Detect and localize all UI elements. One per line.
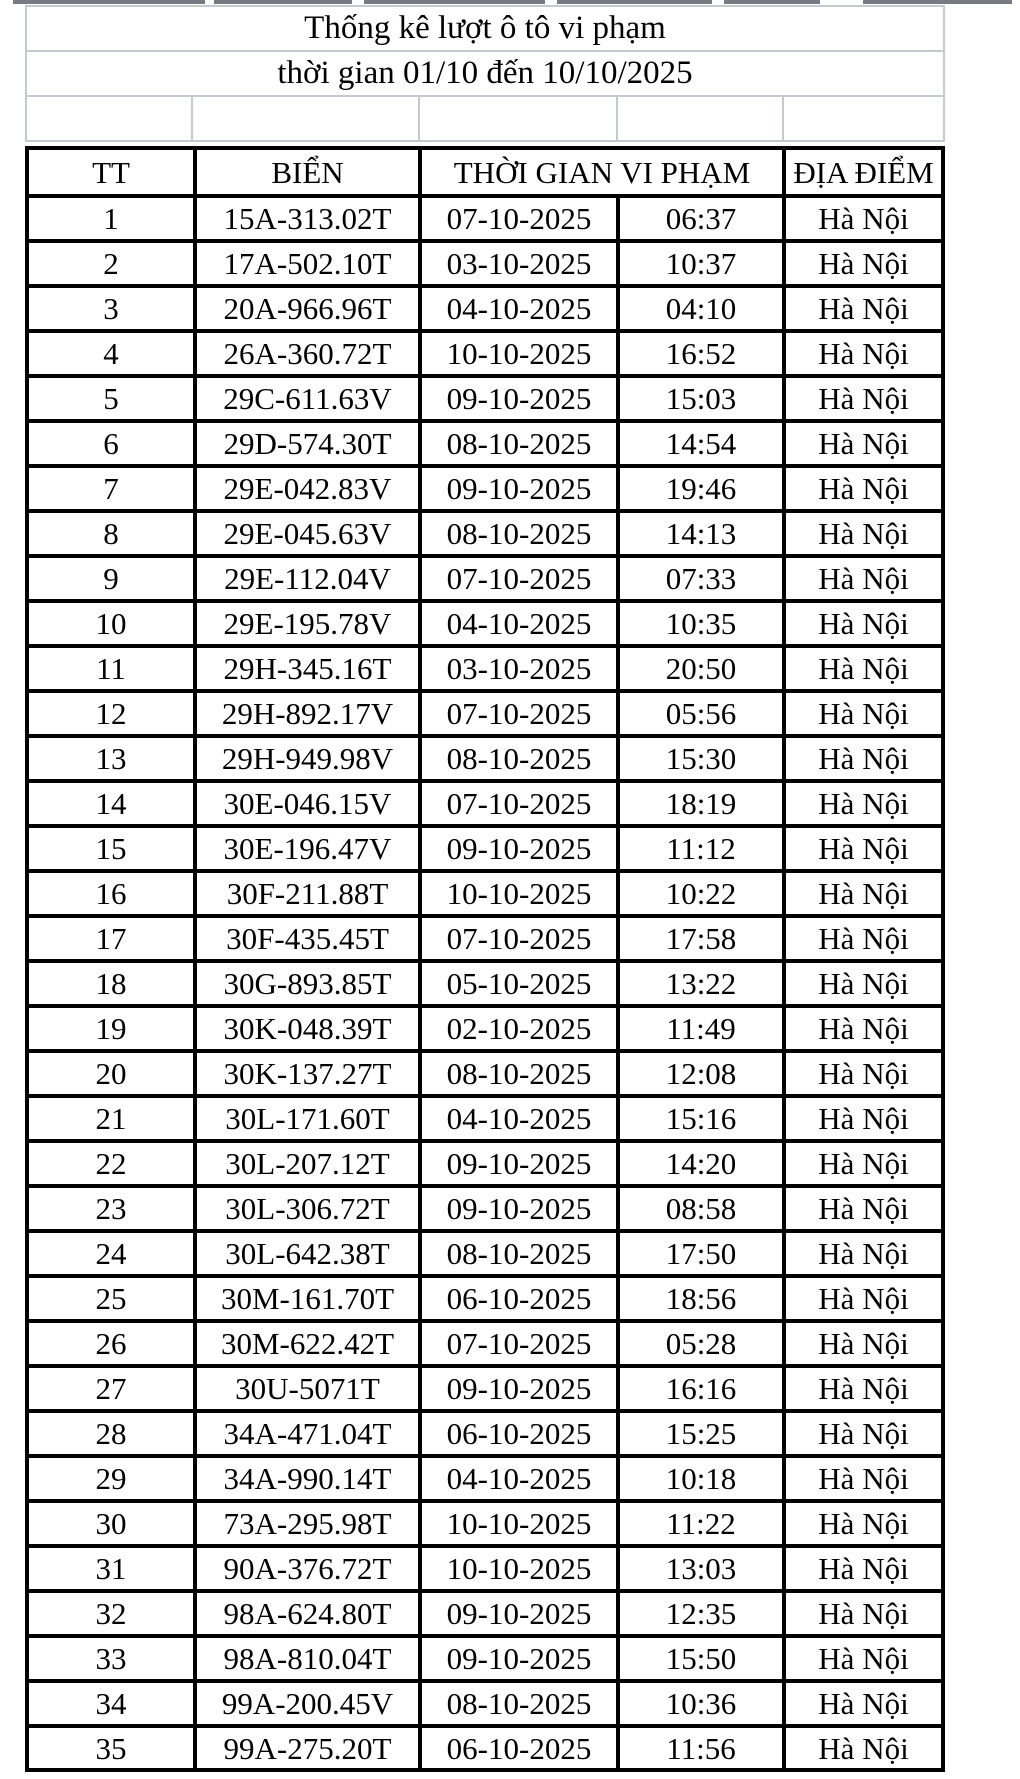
title-block	[25, 5, 945, 142]
cell-location: Hà Nội	[782, 1233, 941, 1274]
cell-tt: 15	[95, 831, 127, 866]
cell-time: 15:03	[616, 378, 782, 419]
cell-date: 09-10-2025	[418, 468, 616, 509]
cell-plate: 99A-275.20T	[193, 1728, 418, 1769]
cell-time: 10:35	[616, 603, 782, 644]
cell-plate: 17A-502.10T	[193, 243, 418, 284]
cell-time: 13:22	[616, 963, 782, 1004]
cell-tt: 13	[95, 741, 127, 776]
cell-time: 16:52	[616, 333, 782, 374]
top-edge-strip-segment	[364, 0, 545, 4]
table-row	[29, 1499, 941, 1544]
table-row	[29, 1634, 941, 1679]
cell-location: Hà Nội	[782, 1323, 941, 1364]
cell-time: 17:50	[616, 1233, 782, 1274]
cell-plate: 29E-112.04V	[193, 558, 418, 599]
cell-location: Hà Nội	[782, 378, 941, 419]
cell-location: Hà Nội	[782, 243, 941, 284]
cell-date: 09-10-2025	[418, 1593, 616, 1634]
cell-plate: 30E-196.47V	[193, 828, 418, 869]
table-row	[29, 1094, 941, 1139]
cell-time: 19:46	[616, 468, 782, 509]
cell-location: Hà Nội	[782, 828, 941, 869]
cell-time: 08:58	[616, 1188, 782, 1229]
cell-time: 11:22	[616, 1503, 782, 1544]
cell-location: Hà Nội	[782, 1638, 941, 1679]
table-body	[29, 194, 941, 1769]
cell-location: Hà Nội	[782, 918, 941, 959]
cell-date: 06-10-2025	[418, 1728, 616, 1769]
cell-location: Hà Nội	[782, 873, 941, 914]
cell-plate: 30K-048.39T	[193, 1008, 418, 1049]
cell-time: 12:08	[616, 1053, 782, 1094]
header-plate: BIỂN	[193, 150, 418, 194]
cell-time: 06:37	[616, 198, 782, 239]
cell-time: 13:03	[616, 1548, 782, 1589]
table-row	[29, 779, 941, 824]
cell-location: Hà Nội	[782, 1098, 941, 1139]
cell-time: 11:56	[616, 1728, 782, 1769]
cell-date: 09-10-2025	[418, 1143, 616, 1184]
cell-time: 14:54	[616, 423, 782, 464]
cell-tt: 7	[103, 471, 119, 506]
table-row	[29, 914, 941, 959]
cell-location: Hà Nội	[782, 783, 941, 824]
cell-date: 02-10-2025	[418, 1008, 616, 1049]
cell-date: 04-10-2025	[418, 288, 616, 329]
cell-location: Hà Nội	[782, 1143, 941, 1184]
cell-tt: 16	[95, 876, 127, 911]
cell-plate: 30M-622.42T	[193, 1323, 418, 1364]
cell-tt: 8	[103, 516, 119, 551]
cell-plate: 26A-360.72T	[193, 333, 418, 374]
cell-location: Hà Nội	[782, 963, 941, 1004]
cell-tt: 20	[95, 1056, 127, 1091]
cell-time: 18:19	[616, 783, 782, 824]
cell-plate: 30G-893.85T	[193, 963, 418, 1004]
cell-tt: 21	[95, 1101, 127, 1136]
cell-time: 07:33	[616, 558, 782, 599]
table-row	[29, 374, 941, 419]
table-row	[29, 464, 941, 509]
cell-date: 08-10-2025	[418, 1233, 616, 1274]
cell-time: 20:50	[616, 648, 782, 689]
cell-tt: 12	[95, 696, 127, 731]
cell-date: 06-10-2025	[418, 1413, 616, 1454]
cell-tt: 9	[103, 561, 119, 596]
cell-date: 09-10-2025	[418, 1188, 616, 1229]
cell-tt: 25	[95, 1281, 127, 1316]
cell-date: 07-10-2025	[418, 558, 616, 599]
table-row	[29, 689, 941, 734]
cell-plate: 98A-624.80T	[193, 1593, 418, 1634]
cell-time: 15:30	[616, 738, 782, 779]
cell-date: 09-10-2025	[418, 1638, 616, 1679]
cell-tt: 22	[95, 1146, 127, 1181]
cell-tt: 11	[96, 651, 126, 686]
cell-plate: 30L-171.60T	[193, 1098, 418, 1139]
cell-location: Hà Nội	[782, 1503, 941, 1544]
cell-time: 14:20	[616, 1143, 782, 1184]
table-row	[29, 734, 941, 779]
cell-date: 10-10-2025	[418, 333, 616, 374]
spacer-cell	[784, 97, 943, 140]
cell-time: 15:25	[616, 1413, 782, 1454]
cell-plate: 30U-5071T	[193, 1368, 418, 1409]
cell-time: 11:49	[616, 1008, 782, 1049]
cell-time: 16:16	[616, 1368, 782, 1409]
cell-tt: 18	[95, 966, 127, 1001]
table-header-row	[29, 150, 941, 194]
header-location: ĐỊA ĐIỂM	[782, 150, 941, 194]
cell-date: 10-10-2025	[418, 1503, 616, 1544]
header-tt: TT	[92, 154, 130, 190]
cell-location: Hà Nội	[782, 468, 941, 509]
cell-location: Hà Nội	[782, 693, 941, 734]
cell-time: 12:35	[616, 1593, 782, 1634]
cell-date: 06-10-2025	[418, 1278, 616, 1319]
cell-time: 14:13	[616, 513, 782, 554]
cell-plate: 30M-161.70T	[193, 1278, 418, 1319]
cell-date: 05-10-2025	[418, 963, 616, 1004]
cell-date: 08-10-2025	[418, 738, 616, 779]
cell-location: Hà Nội	[782, 1368, 941, 1409]
cell-plate: 29C-611.63V	[193, 378, 418, 419]
table-row	[29, 824, 941, 869]
top-edge-strip-segment	[557, 0, 712, 4]
cell-tt: 31	[95, 1551, 127, 1586]
table-row	[29, 1589, 941, 1634]
table-row	[29, 644, 941, 689]
table-row	[29, 239, 941, 284]
cell-date: 08-10-2025	[418, 513, 616, 554]
table-row	[29, 419, 941, 464]
cell-location: Hà Nội	[782, 1008, 941, 1049]
cell-plate: 30F-211.88T	[193, 873, 418, 914]
top-edge-strip-segment	[13, 0, 205, 4]
cell-tt: 1	[103, 201, 119, 236]
cell-date: 08-10-2025	[418, 423, 616, 464]
cell-plate: 73A-295.98T	[193, 1503, 418, 1544]
cell-plate: 90A-376.72T	[193, 1548, 418, 1589]
cell-tt: 24	[95, 1236, 127, 1271]
cell-date: 04-10-2025	[418, 1458, 616, 1499]
cell-tt: 10	[95, 606, 127, 641]
cell-location: Hà Nội	[782, 1458, 941, 1499]
table-row	[29, 1364, 941, 1409]
cell-date: 08-10-2025	[418, 1683, 616, 1724]
table-row	[29, 1049, 941, 1094]
cell-time: 15:16	[616, 1098, 782, 1139]
cell-time: 15:50	[616, 1638, 782, 1679]
spacer-cell	[193, 97, 420, 140]
header-violation-time: THỜI GIAN VI PHẠM	[418, 150, 782, 194]
cell-date: 04-10-2025	[418, 603, 616, 644]
cell-time: 10:36	[616, 1683, 782, 1724]
cell-tt: 34	[95, 1686, 127, 1721]
table-row	[29, 1454, 941, 1499]
cell-plate: 30L-642.38T	[193, 1233, 418, 1274]
table-row	[29, 1274, 941, 1319]
cell-time: 10:37	[616, 243, 782, 284]
top-edge-strip-segment	[863, 0, 1012, 4]
cell-location: Hà Nội	[782, 1548, 941, 1589]
table-row	[29, 1319, 941, 1364]
cell-location: Hà Nội	[782, 423, 941, 464]
cell-plate: 34A-990.14T	[193, 1458, 418, 1499]
cell-plate: 15A-313.02T	[193, 198, 418, 239]
cell-tt: 35	[95, 1731, 127, 1766]
top-edge-strip-segment	[724, 0, 820, 4]
table-row	[29, 509, 941, 554]
spacer-cell	[618, 97, 784, 140]
cell-date: 10-10-2025	[418, 1548, 616, 1589]
cell-date: 09-10-2025	[418, 828, 616, 869]
table-row	[29, 1544, 941, 1589]
cell-plate: 29H-345.16T	[193, 648, 418, 689]
cell-tt: 3	[103, 291, 119, 326]
table-row	[29, 1724, 941, 1769]
table-row	[29, 1229, 941, 1274]
cell-tt: 29	[95, 1461, 127, 1496]
cell-plate: 29H-949.98V	[193, 738, 418, 779]
cell-date: 03-10-2025	[418, 648, 616, 689]
cell-location: Hà Nội	[782, 558, 941, 599]
table-row	[29, 869, 941, 914]
table-row	[29, 599, 941, 644]
cell-location: Hà Nội	[782, 1728, 941, 1769]
cell-plate: 29E-195.78V	[193, 603, 418, 644]
cell-time: 05:56	[616, 693, 782, 734]
cell-tt: 23	[95, 1191, 127, 1226]
cell-tt: 4	[103, 336, 119, 371]
title-line-2: thời gian 01/10 đến 10/10/2025	[25, 50, 945, 97]
cell-plate: 29D-574.30T	[193, 423, 418, 464]
cell-plate: 30K-137.27T	[193, 1053, 418, 1094]
title-line-1: Thống kê lượt ô tô vi phạm	[25, 5, 945, 52]
cell-location: Hà Nội	[782, 1053, 941, 1094]
cell-tt: 17	[95, 921, 127, 956]
cell-plate: 30L-306.72T	[193, 1188, 418, 1229]
cell-plate: 30E-046.15V	[193, 783, 418, 824]
cell-plate: 30L-207.12T	[193, 1143, 418, 1184]
cell-plate: 30F-435.45T	[193, 918, 418, 959]
cell-plate: 99A-200.45V	[193, 1683, 418, 1724]
cell-time: 10:22	[616, 873, 782, 914]
cell-location: Hà Nội	[782, 1188, 941, 1229]
cell-tt: 27	[95, 1371, 127, 1406]
spacer-cell	[420, 97, 618, 140]
cell-time: 05:28	[616, 1323, 782, 1364]
cell-plate: 29E-042.83V	[193, 468, 418, 509]
cell-plate: 29H-892.17V	[193, 693, 418, 734]
cell-location: Hà Nội	[782, 1593, 941, 1634]
cell-location: Hà Nội	[782, 1278, 941, 1319]
cell-tt: 2	[103, 246, 119, 281]
spacer-row	[25, 95, 945, 142]
top-edge-strip-segment	[214, 0, 352, 4]
cell-date: 07-10-2025	[418, 1323, 616, 1364]
cell-date: 09-10-2025	[418, 1368, 616, 1409]
cell-date: 07-10-2025	[418, 198, 616, 239]
cell-date: 07-10-2025	[418, 693, 616, 734]
cell-tt: 30	[95, 1506, 127, 1541]
cell-plate: 98A-810.04T	[193, 1638, 418, 1679]
cell-location: Hà Nội	[782, 603, 941, 644]
cell-location: Hà Nội	[782, 1413, 941, 1454]
cell-tt: 33	[95, 1641, 127, 1676]
cell-plate: 20A-966.96T	[193, 288, 418, 329]
cell-time: 18:56	[616, 1278, 782, 1319]
cell-date: 03-10-2025	[418, 243, 616, 284]
cell-time: 11:12	[616, 828, 782, 869]
cell-location: Hà Nội	[782, 1683, 941, 1724]
table-row	[29, 1679, 941, 1724]
cell-date: 09-10-2025	[418, 378, 616, 419]
cell-time: 10:18	[616, 1458, 782, 1499]
table-row	[29, 959, 941, 1004]
cell-tt: 26	[95, 1326, 127, 1361]
table-row	[29, 1184, 941, 1229]
cell-plate: 34A-471.04T	[193, 1413, 418, 1454]
cell-location: Hà Nội	[782, 648, 941, 689]
cell-date: 04-10-2025	[418, 1098, 616, 1139]
cell-location: Hà Nội	[782, 288, 941, 329]
cell-date: 07-10-2025	[418, 918, 616, 959]
cell-location: Hà Nội	[782, 198, 941, 239]
table-row	[29, 194, 941, 239]
table-row	[29, 554, 941, 599]
cell-location: Hà Nội	[782, 513, 941, 554]
table-row	[29, 1139, 941, 1184]
cell-tt: 19	[95, 1011, 127, 1046]
cell-time: 17:58	[616, 918, 782, 959]
table-row	[29, 284, 941, 329]
table-row	[29, 1409, 941, 1454]
cell-tt: 14	[95, 786, 127, 821]
cell-date: 07-10-2025	[418, 783, 616, 824]
cell-tt: 32	[95, 1596, 127, 1631]
cell-plate: 29E-045.63V	[193, 513, 418, 554]
cell-date: 10-10-2025	[418, 873, 616, 914]
cell-location: Hà Nội	[782, 333, 941, 374]
cell-location: Hà Nội	[782, 738, 941, 779]
cell-tt: 6	[103, 426, 119, 461]
cell-date: 08-10-2025	[418, 1053, 616, 1094]
cell-time: 04:10	[616, 288, 782, 329]
violations-table	[25, 146, 945, 1772]
table-row	[29, 329, 941, 374]
spacer-cell	[27, 97, 193, 140]
table-row	[29, 1004, 941, 1049]
cell-tt: 28	[95, 1416, 127, 1451]
cell-tt: 5	[103, 381, 119, 416]
